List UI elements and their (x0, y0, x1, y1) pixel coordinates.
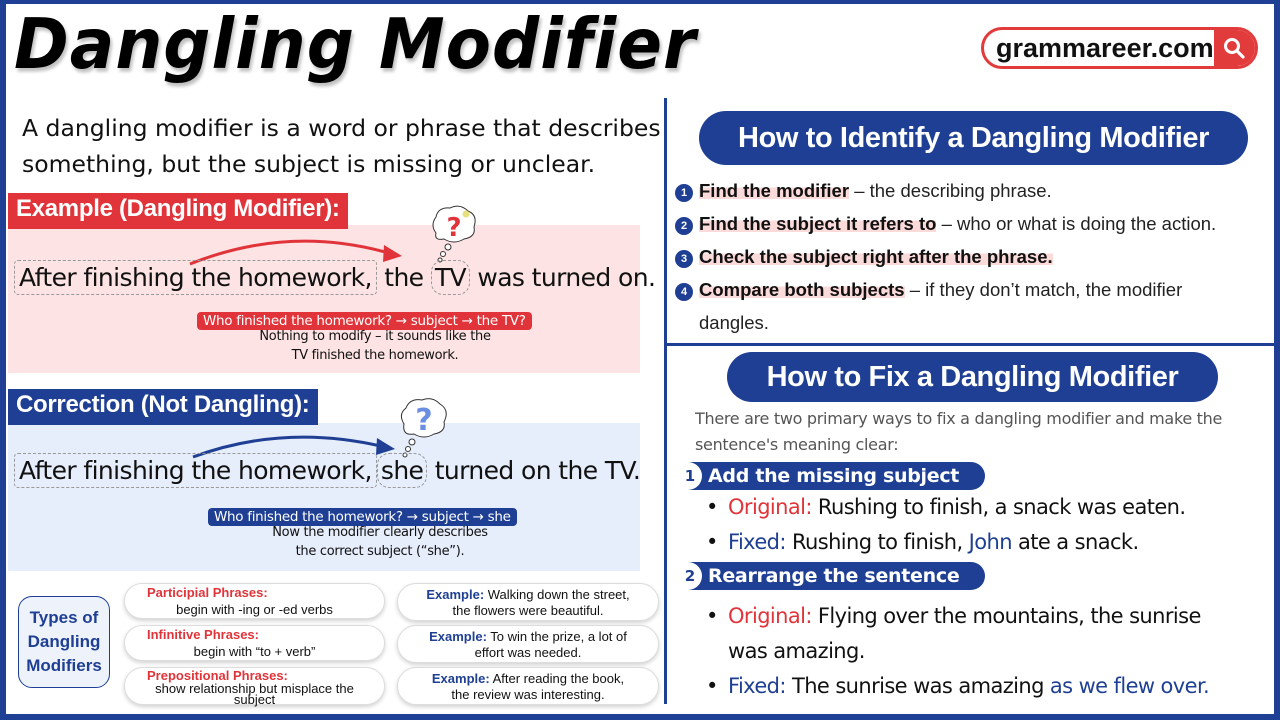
original-example: • Original: Rushing to finish, a snack was eaten. (706, 495, 1186, 519)
type-participial: Participial Phrases: begin with -ing or -ed verbs (124, 583, 385, 619)
type-prepositional-example: Example: After reading the book, the review was interesting. (397, 667, 659, 705)
column-divider (664, 98, 667, 704)
fix-method-1-number: 1 (678, 462, 702, 490)
fix-method-1-heading: Add the missing subject (684, 462, 985, 490)
definition-text: A dangling modifier is a word or phrase that describes something, but the subject is missing or unclear. (22, 114, 661, 178)
identify-step: 4 Compare both subjects – if they don’t match, the modifier (675, 279, 1275, 312)
search-icon (1222, 36, 1246, 60)
type-prepositional: Prepositional Phrases: show relationship but misplace the subject (124, 667, 385, 705)
search-button[interactable] (1214, 30, 1255, 66)
fix-intro: There are two primary ways to fix a dangling modifier and make the sentence's meaning clear: (695, 409, 1223, 454)
identify-steps: 1 Find the modifier – the describing phrase. 2 Find the subject it refers to – who or what is doing the action. 3 Check the subject right after the phrase. 4 Compare both subjects – if they don’t match, the modifier dangles. (675, 180, 1275, 334)
correction-label: Correction (Not Dangling): (8, 389, 318, 425)
section-divider (666, 343, 1274, 346)
step-number-icon: 4 (675, 283, 693, 301)
modifier-phrase: After finishing the homework, (14, 453, 377, 488)
svg-text:?: ? (415, 403, 433, 438)
step-number-icon: 2 (675, 217, 693, 235)
fix-heading: How to Fix a Dangling Modifier (727, 352, 1218, 402)
fix-method-2-heading: Rearrange the sentence (684, 562, 985, 590)
fix-method-2-number: 2 (678, 562, 702, 590)
subject-word: she (377, 453, 427, 488)
subject-word: TV (431, 260, 470, 295)
identify-step: 3 Check the subject right after the phrase. (675, 246, 1275, 279)
site-domain: grammareer.com (996, 32, 1214, 63)
fix-method-2-examples (706, 599, 1266, 704)
type-infinitive-example: Example: To win the prize, a lot of effort was needed. (397, 625, 659, 663)
happy-question-bubble-icon (396, 396, 452, 460)
identify-step: 2 Find the subject it refers to – who or what is doing the action. (675, 213, 1275, 246)
original-example: • Original: Flying over the mountains, the sunrise was amazing. (706, 604, 1201, 663)
step-number-icon: 3 (675, 250, 693, 268)
identify-step: 1 Find the modifier – the describing phrase. (675, 180, 1275, 213)
modifier-phrase: After finishing the homework, (14, 260, 377, 295)
example-question-badge: Who finished the homework? → subject → the TV? (197, 312, 532, 330)
example-label: Example (Dangling Modifier): (8, 193, 348, 229)
step-number-icon: 1 (675, 184, 693, 202)
dangling-sentence: After finishing the homework, the TV was turned on. (14, 263, 655, 292)
type-infinitive: Infinitive Phrases: begin with “to + verb” (124, 625, 385, 661)
types-heading: Types of Dangling Modifiers (18, 596, 110, 688)
identify-heading: How to Identify a Dangling Modifier (699, 111, 1248, 165)
correction-note: Now the modifier clearly describes the correct subject (“she”). (272, 525, 488, 559)
confused-question-bubble-icon (428, 203, 480, 265)
corrected-sentence: After finishing the homework, she turned on the TV. (14, 456, 640, 485)
fixed-example: • Fixed: The sunrise was amazing as we flew over. (706, 674, 1210, 698)
svg-text:?: ? (446, 213, 462, 243)
site-search-pill[interactable] (981, 27, 1258, 69)
page-title: Dangling Modifier (14, 4, 697, 85)
fixed-example: • Fixed: Rushing to finish, John ate a snack. (706, 530, 1139, 554)
fix-method-1-examples (706, 490, 1266, 560)
example-note: Nothing to modify – it sounds like the TV finished the homework. (259, 329, 491, 363)
type-participial-example: Example: Walking down the street, the flowers were beautiful. (397, 583, 659, 621)
correction-question-badge: Who finished the homework? → subject → she (208, 508, 517, 526)
